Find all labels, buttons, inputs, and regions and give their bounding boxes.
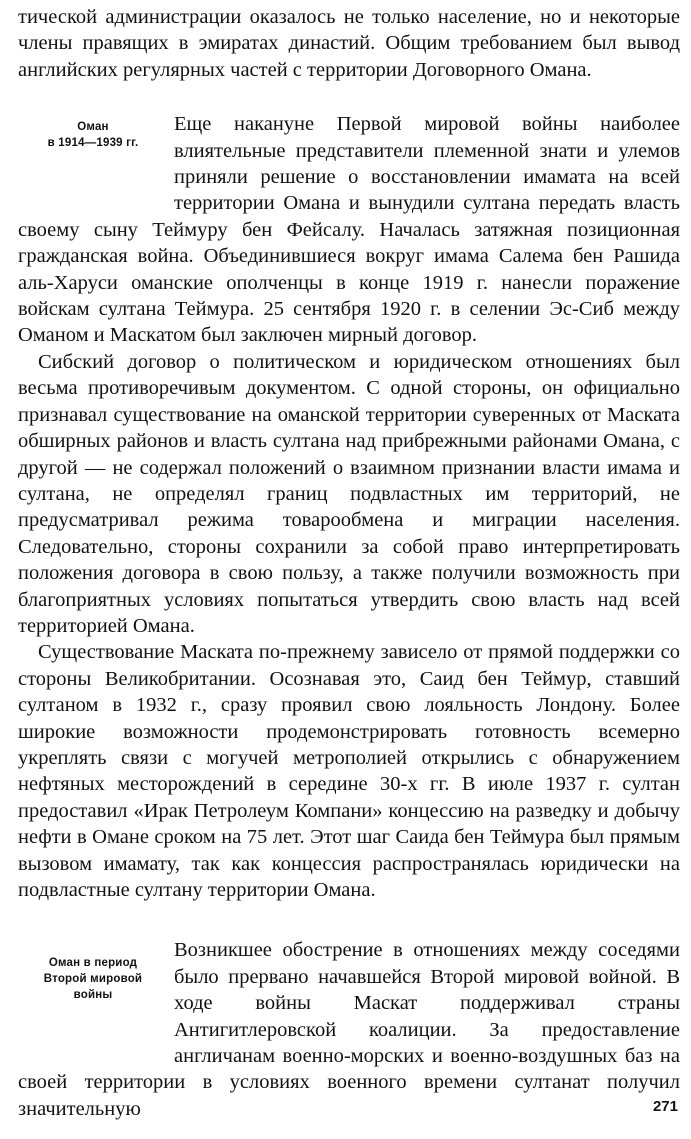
section-oman-ww2	[18, 937, 680, 1122]
paragraph: Возникшее обострение в отношениях между соседями было прервано начавшейся Второй мировой войной. В ходе войны Маскат поддерживал страны Антигитлеровской коалиции. За предоставление англичанам военно-морских и военно-воздушных баз на своей территории в условиях военного времени султанат получил значительную	[18, 939, 680, 1120]
side-heading-line: Оман в период	[48, 957, 138, 970]
section-gap	[18, 83, 680, 111]
side-heading-oman-1914-1939	[18, 111, 168, 197]
side-heading-oman-ww2	[18, 937, 168, 1055]
page-number: 271	[652, 1098, 678, 1115]
side-heading-line: в 1914—1939 гг.	[47, 137, 139, 150]
side-heading-line: Оман	[77, 121, 109, 134]
section-gap	[18, 903, 680, 937]
paragraph: Сибский договор о политическом и юридическом отношениях был весьма противоречивым документом. С одной стороны, он официально признавал существование на оманской территории суверенных от Маската обширных районов и власть султана над прибрежными районами Омана, с другой — не содержал положений о взаимном признании власти имама и султана, не определял границ подвластных им территорий, не предусматривал режима товарообмена и миграции населения. Следовательно, стороны сохранили за собой право интерпретировать положения договора в свою пользу, а также получили возможность при благоприятных условиях попытаться утвердить свою власть над всей территорией Омана.	[18, 350, 680, 637]
paragraph: Еще накануне Первой мировой войны наиболее влиятельные представители племенной знати и улемов приняли решение о восстановлении имамата на всей территории Омана и вынудили султана передать власть своему сыну Теймуру бен Фейсалу. Началась затяжная позиционная гражданская война. Объединившиеся вокруг имама Салема бен Рашида аль-Харуси оманские ополченцы в конце 1919 г. нанесли поражение войскам султана Теймура. 25 сентября 1920 г. в селении Эс-Сиб между Оманом и Маскатом был заключен мирный договор.	[18, 113, 680, 347]
paragraph-continuation: тической администрации оказалось не только население, но и некоторые члены правящих в эмиратах династий. Общим требованием был вывод английских регулярных частей с территории Договорного Омана.	[18, 6, 680, 81]
section-oman-1914-1939	[18, 111, 680, 903]
side-heading-line: войны	[73, 989, 113, 1002]
paragraph: Существование Маската по-прежнему зависело от прямой поддержки со стороны Великобритании. Осознавая это, Саид бен Теймур, ставший султаном в 1932 г., сразу проявил свою лояльность Лондону. Более широкие возможности продемонстрировать готовность всемерно укреплять связи с могучей метрополией открылись с обнаружением нефтяных месторождений в середине 30-х гг. В июле 1937 г. султан предоставил «Ирак Петролеум Компани» концессию на разведку и добычу нефти в Омане сроком на 75 лет. Этот шаг Саида бен Теймура был прямым вызовом имамату, так как концессия распространялась юридически на подвластные султану территории Омана.	[18, 641, 680, 901]
book-page	[18, 4, 680, 1134]
side-heading-line: Второй мировой	[43, 973, 143, 986]
